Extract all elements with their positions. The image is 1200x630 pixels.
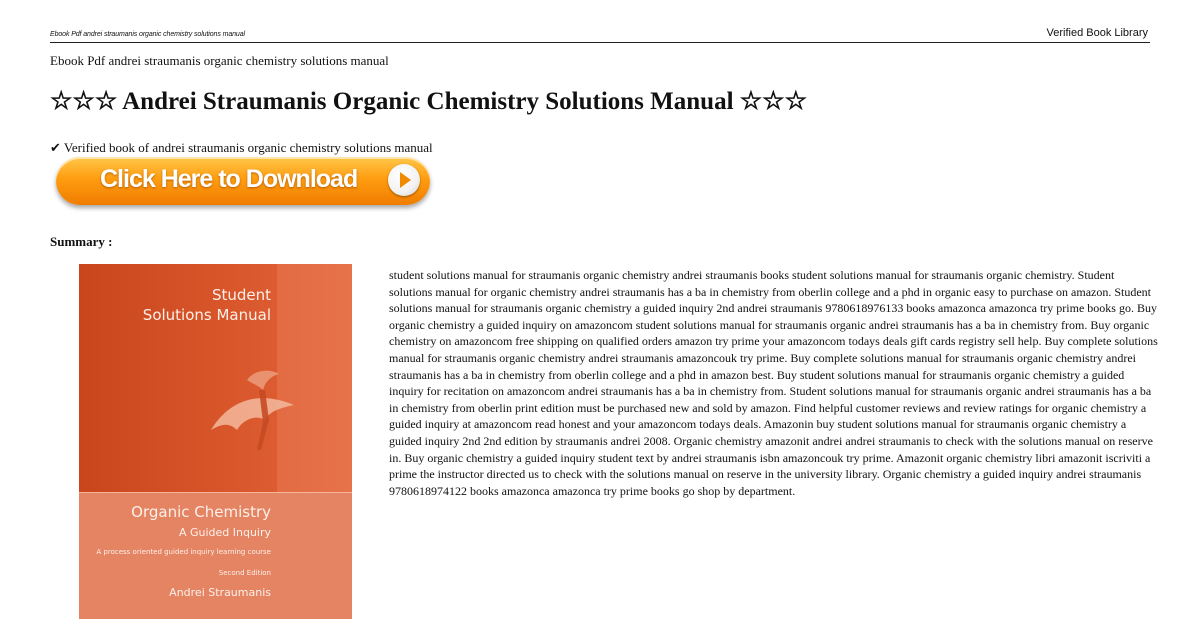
- download-button-label: Click Here to Download: [100, 165, 358, 193]
- cover-subject: Organic Chemistry: [131, 503, 271, 521]
- play-arrow-icon: [388, 164, 420, 196]
- summary-label: Summary :: [50, 234, 113, 249]
- checkmark-icon: ✔: [50, 140, 61, 155]
- cover-author: Andrei Straumanis: [169, 586, 271, 599]
- cover-tagline: A process oriented guided inquiry learning course: [96, 548, 271, 556]
- subheading: Ebook Pdf andrei straumanis organic chemistry solutions manual: [50, 53, 389, 68]
- summary-paragraph: student solutions manual for straumanis organic chemistry andrei straumanis books student solutions manual for straumanis organic chemistry. Student solutions manual for organic chemistry andrei straumanis has a ba in chemistry from oberlin college and a phd in organic easy to purchase on amazon. Student solutions manual for straumanis organic chemistry a guided inquiry 2nd andrei straumanis 9780618976133 books amazonca amazonca try prime books go. Buy organic chemistry a guided inquiry on amazoncom student solutions manual for straumanis organic andrei straumanis has a ba in chemistry from. Buy organic chemistry on amazoncom free shipping on qualified orders amazon try prime your amazoncom todays deals gift cards registry sell help. Buy complete solutions manual for straumanis organic chemistry andrei straumanis amazoncouk try prime. Buy complete solutions manual for straumanis organic chemistry andrei straumanis has a ba in chemistry from oberlin college and a phd in amazon best. Buy student solutions manual for straumanis organic chemistry a guided inquiry for recitation on amazoncom andrei straumanis has a ba in chemistry from. Student solutions manual for straumanis organic andrei straumanis has a ba in chemistry from oberlin print edition must be purchased new and sold by amazon. Find helpful customer reviews and review ratings for organic chemistry a guided inquiry at amazoncom read honest and your amazoncom todays deals. Amazonin buy student solutions manual for straumanis organic chemistry a guided inquiry 2nd 2nd edition by straumanis andrei 2008. Organic chemistry amazonit andrei andrei straumanis to check with the solutions manual on reserve in. Buy organic chemistry a guided inquiry student text by andrei straumanis isbn amazoncouk try prime. Amazonit organic chemistry libri amazonit iscriviti a prime the instructor directed us to check with the solutions manual on reserve in the university library. Organic chemistry a guided inquiry andrei straumanis 9780618974122 books amazonca amazonca try prime books go shop by department.: [389, 268, 1158, 498]
- header-divider: [50, 42, 1150, 43]
- cover-subtitle: A Guided Inquiry: [178, 526, 271, 539]
- site-name: Verified Book Library: [1046, 27, 1148, 39]
- cover-edition: Second Edition: [218, 569, 271, 577]
- header-title: Ebook Pdf andrei straumanis organic chemistry solutions manual: [50, 31, 245, 38]
- verified-text: Verified book of andrei straumanis organic chemistry solutions manual: [63, 140, 433, 155]
- dolphin-sculpture-icon: [199, 360, 309, 460]
- verified-line: [50, 140, 433, 156]
- cover-divider: [79, 492, 352, 493]
- download-button[interactable]: [56, 157, 430, 205]
- cover-title-line1: Student: [211, 286, 271, 304]
- page-title: ☆☆☆ Andrei Straumanis Organic Chemistry Solutions Manual ☆☆☆: [50, 88, 807, 115]
- cover-title-line2: Solutions Manual: [142, 306, 271, 324]
- book-cover-image: [79, 264, 352, 619]
